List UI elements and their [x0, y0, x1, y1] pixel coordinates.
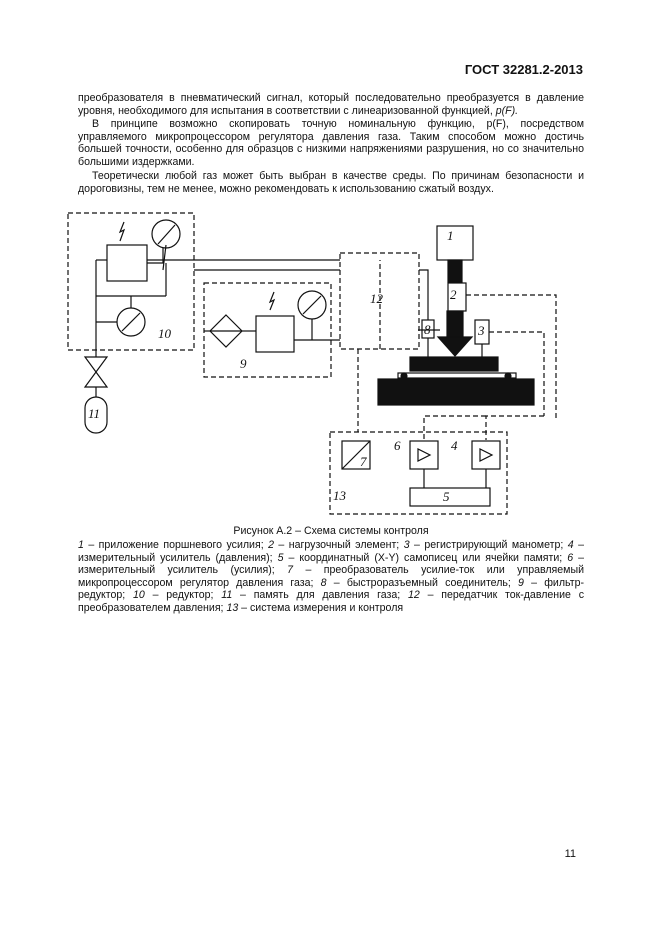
- standard-number: ГОСТ 32281.2-2013: [464, 62, 583, 77]
- paragraph-3: Теоретически любой газ может быть выбран в качестве среды. По причинам безопасности и дороговизны, тем не менее, можно рекомендовать к использованию сжатый воздух.: [78, 170, 584, 195]
- pressure-gauge-icon: [152, 220, 180, 248]
- paragraph-2: В принципе возможно скопировать точную номинальную функцию, р(F), посредством управляемого микропроцессором регулятора давления газа. Таким способом можно достичь большей точности, особенно для образцов с низкими напряжениями разрушения, но со значительно большими издержками.: [78, 118, 584, 168]
- reducer-element: [107, 245, 147, 281]
- figure-caption: Рисунок А.2 – Схема системы контроля: [233, 525, 429, 537]
- lightning-icon: [120, 222, 124, 241]
- valve-icon: [85, 357, 107, 372]
- label-9: 9: [240, 356, 247, 371]
- label-5: 5: [443, 489, 450, 504]
- label-8: 8: [424, 322, 431, 337]
- label-3: 3: [478, 323, 485, 338]
- label-12: 12: [370, 291, 383, 306]
- label-10: 10: [158, 326, 171, 341]
- label-6: 6: [394, 438, 401, 453]
- label-4: 4: [451, 438, 458, 453]
- measurement-control-system: [330, 432, 507, 514]
- label-7: 7: [360, 454, 367, 469]
- figure-legend: 1 – приложение поршневого усилия; 2 – нагрузочный элемент; 3 – регистрирующий манометр; 4 – измерительный усилитель (давления); 5 – координатный (X-Y) самописец или ячейки памяти; 6 – измерительный усилитель (усилия); 7 – преобразователь усилие-ток или управляемый микропроцессором регулятор давления газа; 8 – быстроразъемный соединитель; 9 – фильтр-редуктор; 10 – редуктор; 11 – память для давления газа; 12 – передатчик ток-давление с преобразователем давления; 13 – система измерения и контроля: [78, 539, 585, 614]
- specimen-base: [378, 379, 534, 405]
- xy-recorder-box: [410, 488, 490, 506]
- label-2: 2: [450, 287, 457, 302]
- page-number: 11: [564, 848, 576, 860]
- label-13: 13: [333, 488, 346, 503]
- paragraph-1: преобразователя в пневматический сигнал, который последовательно преобразуется в давление уровня, необходимого для испытания в соответствии с линеаризованной функцией, p(F).: [78, 92, 584, 117]
- piston-box: [437, 226, 473, 260]
- label-11: 11: [88, 406, 101, 421]
- label-1: 1: [447, 228, 454, 243]
